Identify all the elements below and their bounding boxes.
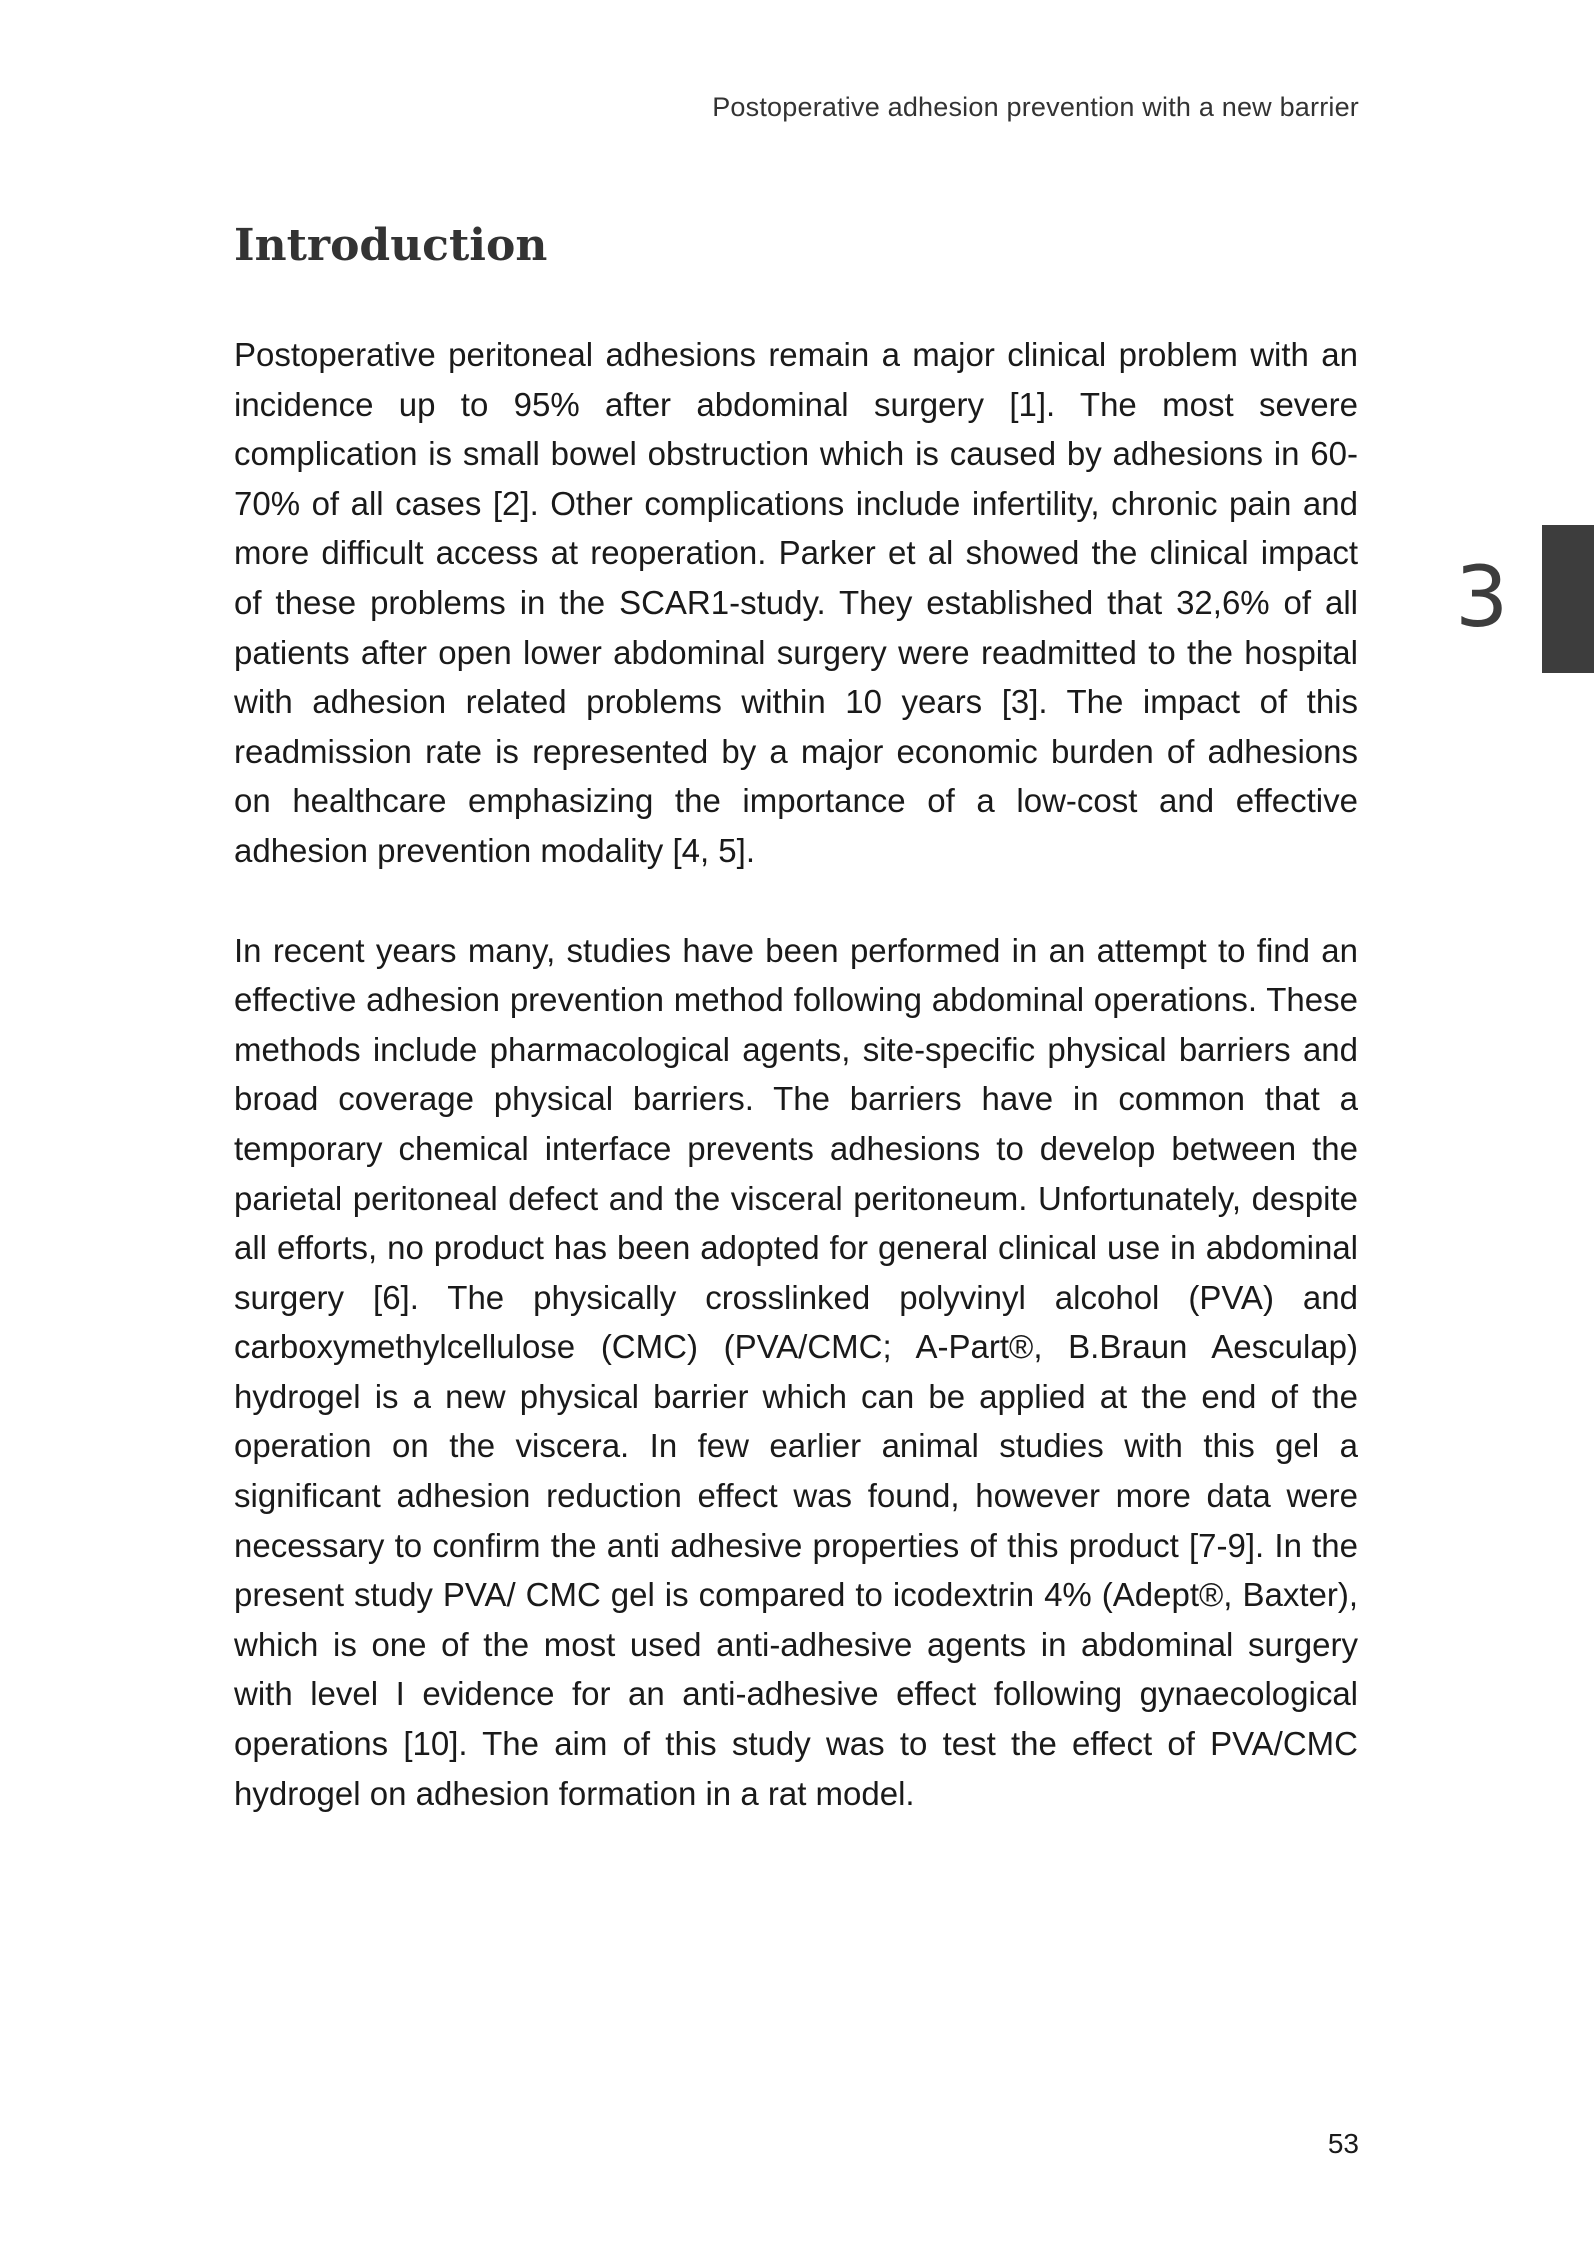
chapter-number: 3: [1455, 548, 1509, 646]
body-text: [234, 330, 1358, 1868]
page-number: 53: [1327, 2128, 1359, 2159]
paragraph-1: Postoperative peritoneal adhesions remain a major clinical problem with an incidence up to 95% after abdominal surgery [1]. The most severe complication is small bowel obstruction which is caused by adhesions in 60-70% of all cases [2]. Other complications include infertility, chronic pain and more difficult access at reoperation. Parker et al showed the clinical impact of these problems in the SCAR1-study. They established that 32,6% of all patients after open lower abdominal surgery were readmitted to the hospital with adhesion related problems within 10 years [3]. The impact of this readmission rate is represented by a major economic burden of adhesions on healthcare emphasizing the importance of a low-cost and effective adhesion prevention modality [4, 5].: [234, 336, 1358, 869]
chapter-tab-marker: [1542, 525, 1594, 673]
section-title: Introduction: [234, 220, 548, 271]
running-header: Postoperative adhesion prevention with a new barrier: [712, 92, 1359, 122]
paragraph-2: In recent years many, studies have been performed in an attempt to find an effective adhesion prevention method following abdominal operations. These methods include pharmacological agents, site-specific physical barriers and broad coverage physical barriers. The barriers have in common that a temporary chemical interface prevents adhesions to develop between the parietal peritoneal defect and the visceral peritoneum. Unfortunately, despite all efforts, no product has been adopted for general clinical use in abdominal surgery [6]. The physically crosslinked polyvinyl alcohol (PVA) and carboxymethylcellulose (CMC) (PVA/CMC; A-Part®, B.Braun Aesculap) hydrogel is a new physical barrier which can be applied at the end of the operation on the viscera. In few earlier animal studies with this gel a significant adhesion reduction effect was found, however more data were necessary to confirm the anti adhesive properties of this product [7-9]. In the present study PVA/ CMC gel is compared to icodextrin 4% (Adept®, Baxter), which is one of the most used anti-adhesive agents in abdominal surgery with level I evidence for an anti-adhesive effect following gynaecological operations [10]. The aim of this study was to test the effect of PVA/CMC hydrogel on adhesion formation in a rat model.: [234, 931, 1358, 1812]
